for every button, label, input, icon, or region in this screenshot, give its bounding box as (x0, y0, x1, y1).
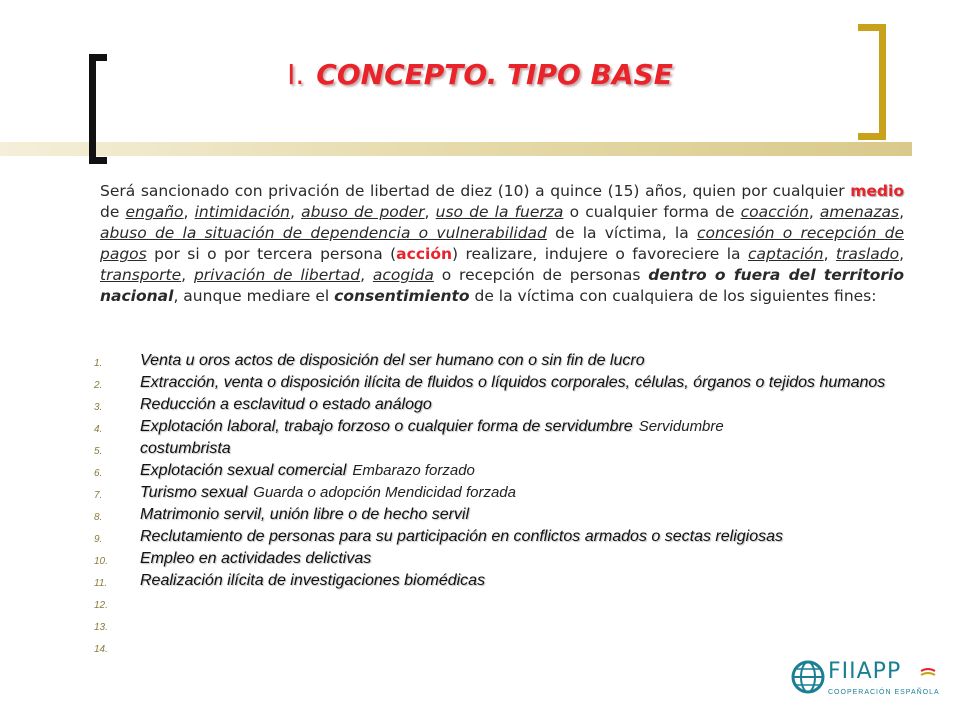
text-segment: , (823, 245, 836, 263)
list-text-main: Empleo en actividades delictivas (140, 550, 372, 567)
text-segment: , (424, 203, 436, 221)
term-intimidacion: intimidación (194, 203, 291, 221)
title-numeral: I. (287, 58, 305, 91)
list-item (94, 396, 904, 418)
term-concesion: concesión o recepción de pagos (100, 224, 905, 263)
list-item (94, 572, 904, 594)
text-segment: o recepción de personas (433, 266, 649, 284)
list-text-extra: Embarazo forzado (352, 462, 475, 479)
decorative-band (0, 142, 912, 156)
text-segment: por si o por tercera persona ( (146, 245, 397, 263)
text-segment: , aunque mediare el (173, 287, 335, 305)
text-segment: , (360, 266, 373, 284)
keyword-medio: medio (850, 182, 904, 200)
term-amenazas: amenazas (819, 203, 900, 221)
text-segment: o cualquier forma de (563, 203, 741, 221)
term-transporte: transporte (100, 266, 182, 284)
purposes-list (94, 352, 904, 660)
list-text-main: Turismo sexual (140, 484, 248, 501)
list-text (140, 440, 237, 458)
text-segment: , (899, 203, 905, 221)
list-text (140, 418, 724, 436)
list-item (94, 440, 904, 462)
list-number: 14. (94, 644, 108, 655)
list-text (140, 528, 789, 546)
term-acogida: acogida (372, 266, 434, 284)
list-item (94, 352, 904, 374)
list-number: 8. (94, 512, 103, 523)
list-number: 2. (94, 380, 103, 391)
title-text: CONCEPTO. TIPO BASE (316, 58, 673, 91)
text-segment: de la víctima, la (546, 224, 697, 242)
term-abuso-situacion: abuso de la situación de dependencia o vulnerabilidad (100, 224, 547, 242)
list-number: 5. (94, 446, 103, 457)
list-text-main: Explotación sexual comercial (140, 462, 347, 479)
list-text-main: Realización ilícita de investigaciones biomédicas (140, 572, 486, 589)
term-captacion: captación (747, 245, 824, 263)
list-number: 11. (94, 578, 108, 589)
list-text (140, 638, 146, 656)
text-segment: , (899, 245, 904, 263)
list-text (140, 572, 491, 590)
cooperation-mark-icon (920, 667, 936, 679)
fiiapp-logo (790, 655, 940, 705)
list-text (140, 550, 377, 568)
text-segment: , (183, 203, 195, 221)
list-number: 10. (94, 556, 108, 567)
list-text (140, 506, 475, 524)
list-number: 1. (94, 358, 103, 369)
text-segment: de (100, 203, 126, 221)
phrase-territorio: dentro o fuera del territorio nacional (100, 266, 905, 305)
text-segment: , (808, 203, 820, 221)
list-item (94, 594, 904, 616)
term-uso-fuerza: uso de la fuerza (435, 203, 564, 221)
list-item (94, 616, 904, 638)
list-text-main: Venta u oros actos de disposición del ser humano con o sin fin de lucro (140, 352, 645, 369)
list-number: 4. (94, 424, 103, 435)
term-coaccion: coacción (740, 203, 809, 221)
keyword-consentimiento: consentimiento (334, 287, 470, 305)
list-item (94, 506, 904, 528)
list-item (94, 550, 904, 572)
term-privacion: privación de libertad (193, 266, 361, 284)
list-text (140, 484, 516, 502)
list-text (140, 352, 651, 370)
list-item (94, 638, 904, 660)
list-item (94, 462, 904, 484)
term-engano: engaño (125, 203, 184, 221)
legal-paragraph (100, 181, 904, 307)
list-text (140, 462, 475, 480)
list-number: 7. (94, 490, 103, 501)
list-item (94, 484, 904, 506)
list-item (94, 418, 904, 440)
list-text (140, 616, 146, 634)
list-number: 6. (94, 468, 103, 479)
list-number: 3. (94, 402, 103, 413)
slide-title (0, 58, 960, 91)
list-text (140, 374, 891, 392)
list-item (94, 528, 904, 550)
keyword-accion: acción (396, 245, 453, 263)
logo-name: FIIAPP (828, 659, 902, 684)
list-text-main: costumbrista (140, 440, 231, 457)
term-abuso-poder: abuso de poder (301, 203, 425, 221)
text-segment: de la víctima con cualquiera de los siguientes fines: (469, 287, 877, 305)
text-segment: Será sancionado con privación de libertad de diez (10) a quince (15) años, quien por cualquier (100, 182, 851, 200)
logo-subtitle: COOPERACIÓN ESPAÑOLA (828, 689, 940, 696)
term-traslado: traslado (835, 245, 900, 263)
text-segment: , (181, 266, 194, 284)
list-number: 12. (94, 600, 108, 611)
list-text-extra: Servidumbre (638, 418, 724, 435)
text-segment: , (290, 203, 302, 221)
list-text-main: Reducción a esclavitud o estado análogo (140, 396, 432, 413)
list-text-main: Reclutamiento de personas para su participación en conflictos armados o sectas religiosas (140, 528, 784, 545)
list-item (94, 374, 904, 396)
list-number: 13. (94, 622, 108, 633)
list-text-main: Extracción, venta o disposición ilícita de fluidos o líquidos corporales, células, órganos o tejidos humanos (140, 374, 886, 391)
list-number: 9. (94, 534, 103, 545)
globe-icon (790, 659, 826, 695)
list-text-extra: Guarda o adopción Mendicidad forzada (253, 484, 516, 501)
list-text-main: Matrimonio servil, unión libre o de hecho servil (140, 506, 470, 523)
list-text (140, 396, 438, 414)
list-text-main: Explotación laboral, trabajo forzoso o cualquier forma de servidumbre (140, 418, 633, 435)
text-segment: ) realizare, indujere o favoreciere la (452, 245, 748, 263)
list-text (140, 594, 146, 612)
